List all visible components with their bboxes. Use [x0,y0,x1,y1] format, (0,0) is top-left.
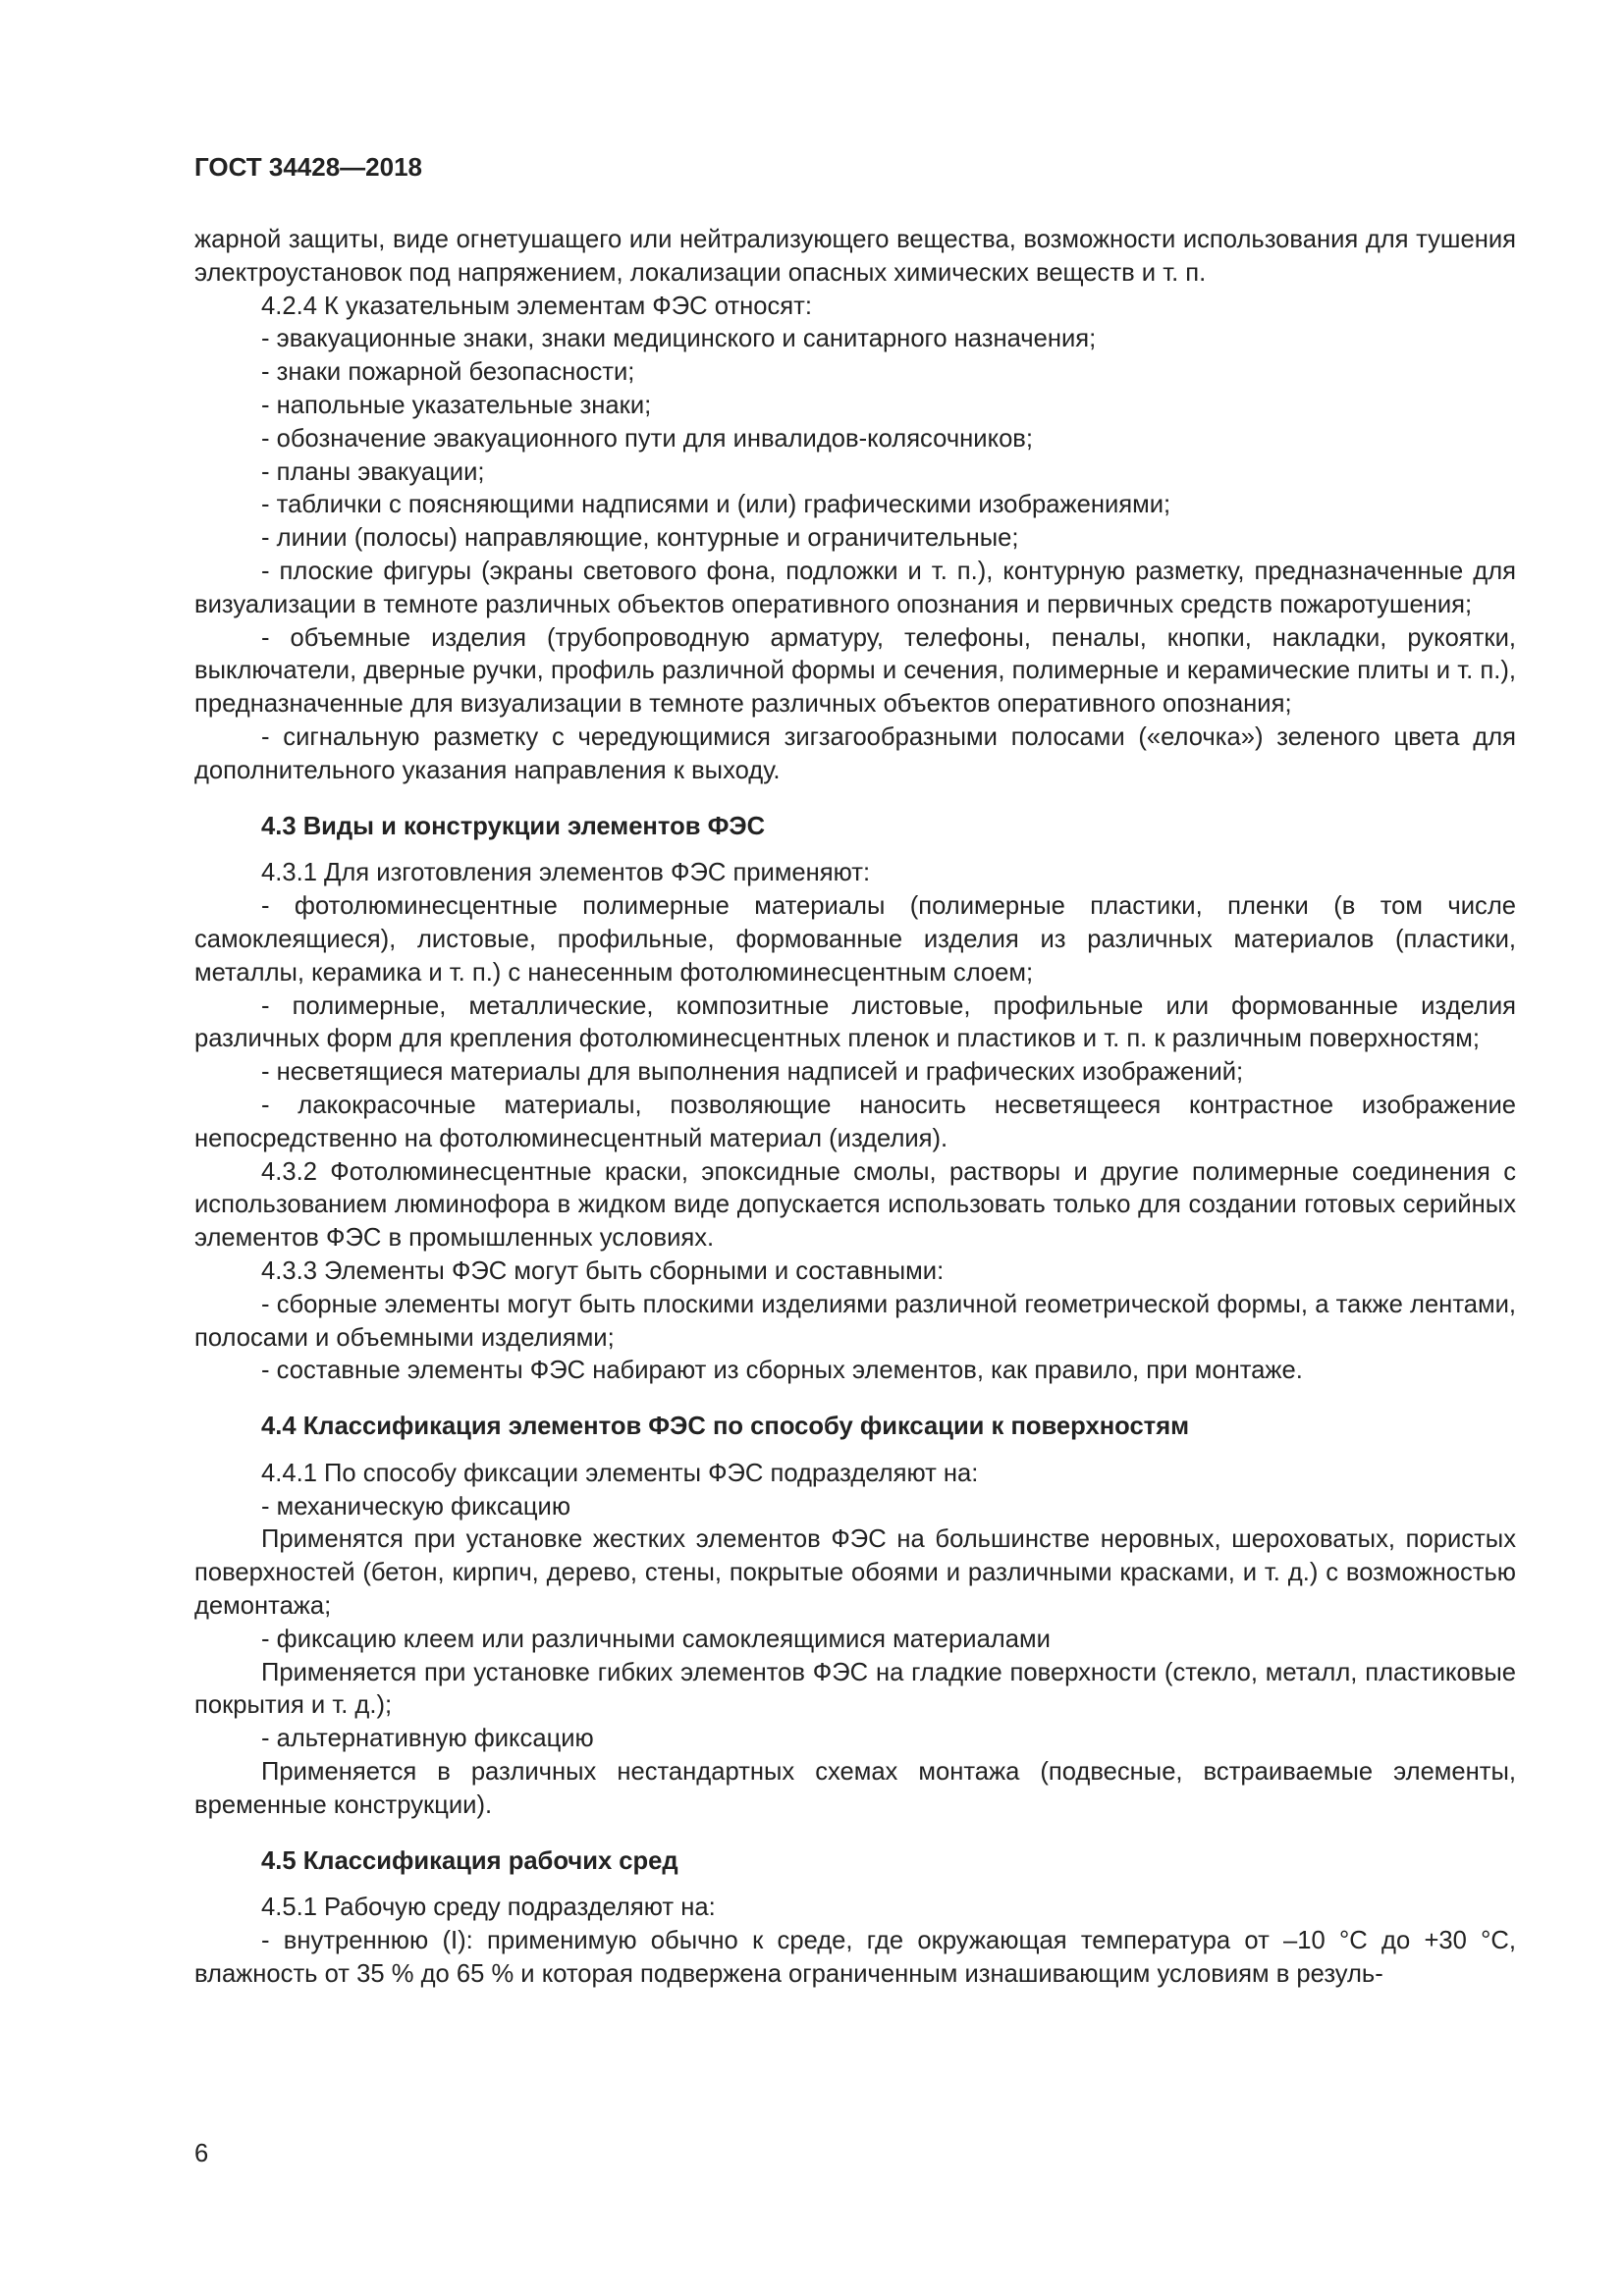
list-item: - фотолюминесцентные полимерные материалы (полимерные пластики, пленки (в том числе самоклеящиеся), листовые, профильные, формованные изделия из различных материалов (пластики, металлы, керамика и т. п.) с нанесенным фотолюминесцентным слоем; [194,892,1516,987]
paragraph: жарной защиты, виде огнетушащего или нейтрализующего вещества, возможности использования для тушения электроустановок под напряжением, локализации опасных химических веществ и т. п. [194,226,1516,287]
list-item: - сигнальную разметку с чередующимися зигзагообразными полосами («елочка») зеленого цвета для дополнительного указания направления к выходу. [194,722,1516,784]
list-item: - объемные изделия (трубопроводную арматуру, телефоны, пеналы, кнопки, накладки, рукоятки, выключатели, дверные ручки, профиль различной формы и сечения, полимерные и керамические плиты и т. п.), предназначенные для визуализации в темноте различных объектов оперативного опознания; [194,623,1516,719]
paragraph: Применяется в различных нестандартных схемах монтажа (подвесные, встраиваемые элементы, временные конструкции). [194,1758,1516,1819]
list-item: - эвакуационные знаки, знаки медицинского и санитарного назначения; [261,325,1097,353]
list-item: - фиксацию клеем или различными самоклеящимися материалами [261,1625,1051,1653]
list-item: - лакокрасочные материалы, позволяющие наносить несветящееся контрастное изображение непосредственно на фотолюминесцентный материал (изделия). [194,1091,1516,1152]
paragraph: Применяется при установке гибких элементов ФЭС на гладкие поверхности (стекло, металл, пластиковые покрытия и т. д.); [194,1658,1516,1720]
list-item: - линии (полосы) направляющие, контурные и ограничительные; [261,524,1019,553]
list-item: - знаки пожарной безопасности; [261,358,635,387]
clause: 4.2.4 К указательным элементам ФЭС относят: [261,292,812,320]
paragraph: Применятся при установке жестких элементов ФЭС на большинстве неровных, шероховатых, пористых поверхностей (бетон, кирпич, дерево, стены, покрытые обоями и различными красками, и т. д.) с возможностью демонтажа; [194,1525,1516,1621]
list-item: - альтернативную фиксацию [261,1725,594,1753]
clause: 4.3.1 Для изготовления элементов ФЭС применяют: [261,859,871,887]
list-item: - обозначение эвакуационного пути для инвалидов-колясочников; [261,424,1034,453]
clause: 4.4.1 По способу фиксации элементы ФЭС подразделяют на: [261,1459,979,1487]
clause: 4.3.2 Фотолюминесцентные краски, эпоксидные смолы, растворы и другие полимерные соединения с использованием люминофора в жидком виде допускается использовать только для создании готовых серийных элементов ФЭС в промышленных условиях. [194,1157,1516,1253]
list-item: - сборные элементы могут быть плоскими изделиями различной геометрической формы, а также лентами, полосами и объемными изделиями; [194,1290,1516,1352]
clause: 4.3.3 Элементы ФЭС могут быть сборными и составными: [261,1256,945,1285]
section-heading: 4.3 Виды и конструкции элементов ФЭС [261,812,766,840]
list-item: - планы эвакуации; [261,457,485,486]
document-header: ГОСТ 34428—2018 [194,152,422,182]
clause: 4.5.1 Рабочую среду подразделяют на: [261,1894,716,1922]
list-item: - несветящиеся материалы для выполнения надписей и графических изображений; [261,1058,1244,1087]
list-item: - внутреннюю (I): применимую обычно к среде, где окружающая температура от –10 °С до +30 °С, влажность от 35 % до 65 % и которая подвержена ограниченным изнашивающим условиям в резуль- [194,1927,1516,1989]
list-item: - составные элементы ФЭС набирают из сборных элементов, как правило, при монтаже. [261,1357,1303,1385]
page-number: 6 [194,2140,209,2167]
list-item: - полимерные, металлические, композитные листовые, профильные или формованные изделия различных форм для крепления фотолюминесцентных пленок и пластиков и т. п. к различным поверхностям; [194,991,1516,1053]
list-item: - напольные указательные знаки; [261,391,652,419]
section-heading: 4.5 Классификация рабочих сред [261,1846,678,1875]
list-item: - таблички с поясняющими надписями и (или) графическими изображениями; [261,491,1171,519]
list-item: - плоские фигуры (экраны светового фона, подложки и т. п.), контурную разметку, предназначенные для визуализации в темноте различных объектов оперативного опознания и первичных средств пожаротушения; [194,557,1516,618]
document-body [194,224,1516,1992]
section-heading: 4.4 Классификация элементов ФЭС по способу фиксации к поверхностям [261,1413,1190,1441]
list-item: - механическую фиксацию [261,1492,571,1521]
